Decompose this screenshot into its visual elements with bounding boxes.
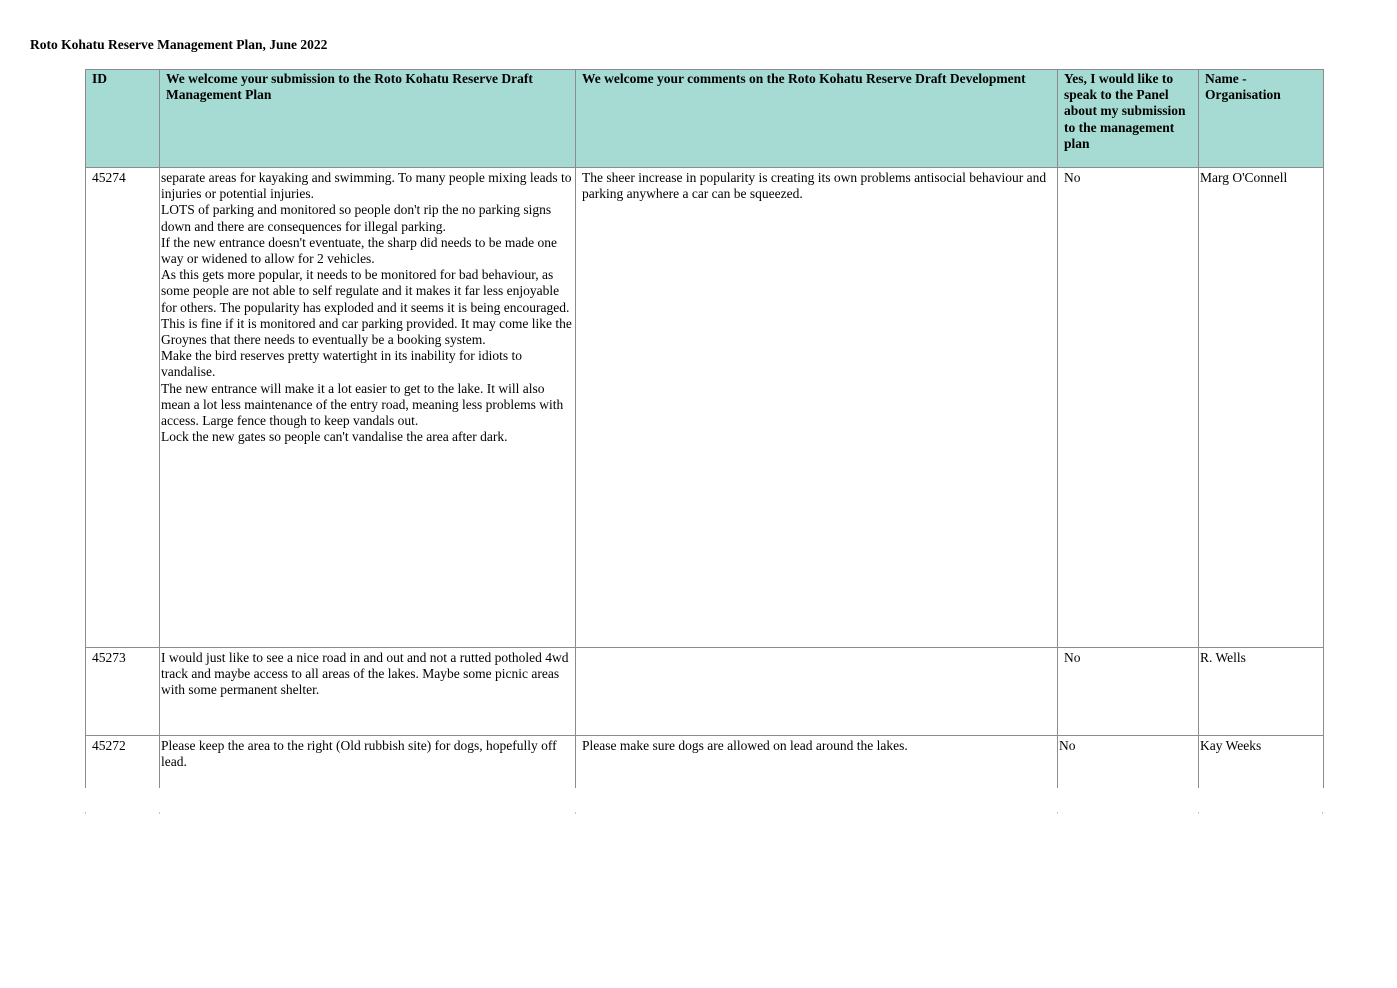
- submission-paragraph: As this gets more popular, it needs to be monitored for bad behaviour, as some people are not able to self regulate and it makes it far less enjoyable for others. The popularity has exploded and it seems it is being encouraged. This is fine if it is monitored and car parking provided. It may come like the Groynes that there needs to eventually be a booking system.: [161, 267, 572, 348]
- submission-paragraph: If the new entrance doesn't eventuate, the sharp did needs to be made one way or widened to allow for 2 vehicles.: [161, 234, 558, 267]
- column-rule-mark: [1198, 812, 1199, 814]
- header-comments: We welcome your comments on the Roto Kohatu Reserve Draft Development: [576, 70, 1058, 168]
- submission-paragraph: separate areas for kayaking and swimming. To many people mixing leads to injuries or potential injuries.: [161, 170, 572, 202]
- column-rule-mark: [1057, 812, 1058, 814]
- cell-submission: [160, 736, 576, 788]
- submissions-table: [85, 69, 1324, 788]
- column-rule-mark: [85, 812, 86, 814]
- table-row: [86, 648, 1324, 736]
- cell-submission: [160, 168, 576, 648]
- cell-speak-to-panel: No: [1058, 736, 1199, 788]
- header-name-organisation: Name - Organisation: [1199, 70, 1324, 168]
- submission-paragraph: I would just like to see a nice road in and out and not a rutted potholed 4wd track and maybe access to all areas of the lakes. Maybe some picnic areas with some permanent shelter.: [161, 650, 569, 698]
- table-row: [86, 736, 1324, 788]
- table-row: [86, 168, 1324, 648]
- cell-name-organisation: R. Wells: [1199, 648, 1324, 736]
- cell-id: 45273: [86, 648, 160, 736]
- column-rule-mark: [575, 812, 576, 814]
- document-title: Roto Kohatu Reserve Management Plan, June 2022: [30, 37, 328, 52]
- table-header-row: [86, 70, 1324, 168]
- submission-paragraph: Lock the new gates so people can't vandalise the area after dark.: [161, 429, 508, 445]
- column-rule-mark: [159, 812, 160, 814]
- cell-submission: [160, 648, 576, 736]
- cell-speak-to-panel: No: [1058, 168, 1199, 648]
- submission-paragraph: Make the bird reserves pretty watertight in its inability for idiots to vandalise.: [161, 348, 523, 380]
- submission-paragraph: The new entrance will make it a lot easier to get to the lake. It will also mean a lot less maintenance of the entry road, meaning less problems with access. Large fence though to keep vandals out.: [161, 380, 564, 429]
- column-rule-mark: [1322, 812, 1323, 814]
- submission-paragraph: LOTS of parking and monitored so people don't rip the no parking signs down and there are consequences for illegal parking.: [161, 202, 552, 234]
- cell-id: 45274: [86, 168, 160, 648]
- cell-speak-to-panel: No: [1058, 648, 1199, 736]
- cell-comments: [576, 648, 1058, 736]
- cell-comments: The sheer increase in popularity is creating its own problems antisocial behaviour and parking anywhere a car can be squeezed.: [576, 168, 1058, 648]
- submission-paragraph: Please keep the area to the right (Old rubbish site) for dogs, hopefully off lead.: [161, 738, 557, 770]
- cell-id: 45272: [86, 736, 160, 788]
- header-speak-to-panel: Yes, I would like to speak to the Panel about my submission to the management plan: [1058, 70, 1199, 168]
- cell-comments: Please make sure dogs are allowed on lead around the lakes.: [576, 736, 1058, 788]
- header-id: ID: [86, 70, 160, 168]
- cell-name-organisation: Kay Weeks: [1199, 736, 1324, 788]
- cell-name-organisation: Marg O'Connell: [1199, 168, 1324, 648]
- header-submission: We welcome your submission to the Roto Kohatu Reserve Draft Management Plan: [160, 70, 576, 168]
- page-break-marks: [0, 812, 1397, 814]
